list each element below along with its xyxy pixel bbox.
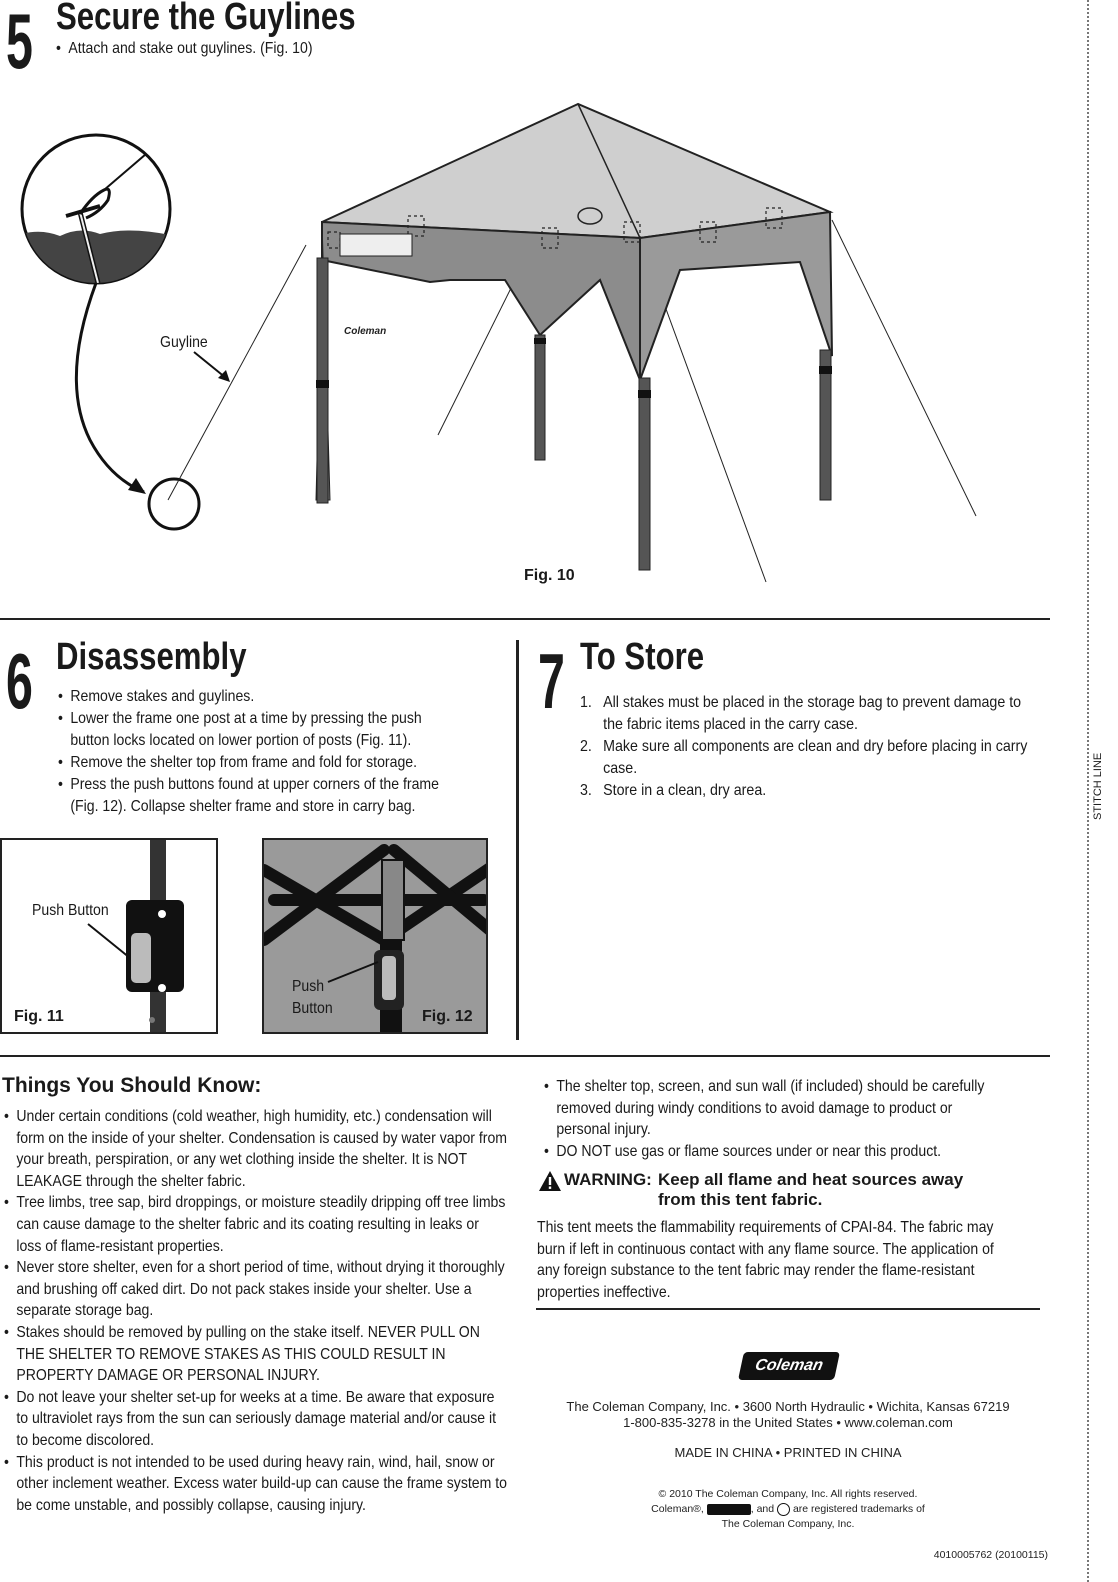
step-5-title: Secure the Guylines: [56, 0, 356, 38]
know-bullet: • Stakes should be removed by pulling on the stake itself. NEVER PULL ON THE SHELTER TO REMOVE STAKES AS THIS COULD RESULT IN PROPERTY DAMAGE OR PERSONAL INJURY.: [4, 1322, 507, 1387]
fig-12-push-label-line2: Button: [292, 1000, 333, 1017]
step-6-bullets: [58, 686, 463, 818]
coleman-logo: [738, 1352, 840, 1380]
step-6-number: 6: [6, 637, 33, 725]
guyline-callout-label: Guyline: [160, 334, 208, 351]
copyright: © 2010 The Coleman Company, Inc. All rights reserved.: [658, 1488, 918, 1500]
warning-label: WARNING:: [564, 1170, 652, 1189]
flame-paragraph: This tent meets the flammability requirements of CPAI-84. The fabric may burn if left in continuous contact with any flame source. The application of any foreign substance to the tent fabric may render the flame-resistant properties ineffective.: [537, 1219, 994, 1301]
step-7-item-number: 2.: [580, 738, 592, 755]
know-bullet: • Under certain conditions (cold weather, high humidity, etc.) condensation will form on the inside of your shelter. Condensation is caused by water vapor from your breath, perspiration, or any wet clothing inside the shelter. It is NOT LEAKAGE through the shelter fabric.: [4, 1106, 507, 1192]
part-number: 4010005762 (20100115): [933, 1549, 1048, 1561]
trademark-suffix: are registered trademarks of: [792, 1503, 925, 1515]
fig-11-box: [0, 838, 218, 1034]
step-7-item-number: 1.: [580, 694, 592, 711]
fig-12-box: [262, 838, 488, 1034]
fig-12-label: Fig. 12: [422, 1008, 473, 1025]
section-divider: [0, 618, 1050, 620]
step-7-item-text: Store in a clean, dry area.: [603, 782, 767, 799]
stitch-line-dotted: [1087, 0, 1089, 1582]
trademark-and: , and: [750, 1503, 775, 1515]
fig-11-post-illustration: [2, 840, 218, 1034]
step-5-bullet: • Attach and stake out guylines. (Fig. 10): [56, 38, 408, 60]
step-6-title: Disassembly: [56, 636, 247, 678]
guyline-callout-arrow: [190, 348, 240, 388]
step-7-list: [580, 692, 1043, 802]
warning-text-line2: from this tent fabric.: [658, 1190, 823, 1209]
things-to-know-title: Things You Should Know:: [2, 1074, 262, 1097]
step-6-bullet: • Remove the shelter top from frame and fold for storage.: [58, 752, 463, 774]
step-7-item: [580, 692, 1043, 736]
fig-11-label: Fig. 11: [14, 1008, 64, 1025]
step-5-number: 5: [6, 0, 33, 85]
step-6-bullet: • Press the push buttons found at upper corners of the frame (Fig. 12). Collapse shelter frame and store in carry bag.: [58, 774, 463, 818]
things-to-know-left-list: [4, 1106, 507, 1516]
know-bullet: • Do not leave your shelter set-up for weeks at a time. Be aware that exposure to ultraviolet rays from the sun can seriously damage material and/or cause it to become discolored.: [4, 1387, 507, 1452]
warning-triangle-icon: [538, 1170, 562, 1192]
things-to-know-right-list: [544, 1076, 1002, 1162]
fig-10-label: Fig. 10: [524, 567, 575, 584]
step-6-bullet: • Lower the frame one post at a time by pressing the push button locks located on lower portion of posts (Fig. 11).: [58, 708, 463, 752]
know-bullet: • Never store shelter, even for a short period of time, without drying it thoroughly and brushing off caked dirt. Do not pack stakes inside your shelter. Use a separate storage bag.: [4, 1257, 507, 1322]
footer-divider: [536, 1308, 1040, 1310]
step-7-number: 7: [538, 637, 565, 725]
fig-12-push-label-line1: Push: [292, 978, 325, 995]
fig-10-canopy-illustration: [0, 90, 1060, 600]
coleman-logo-text: Coleman: [753, 1357, 825, 1374]
lantern-logo-icon: [777, 1503, 790, 1516]
company-address: The Coleman Company, Inc. • 3600 North Hydraulic • Wichita, Kansas 67219: [566, 1399, 1010, 1414]
know-bullet: • This product is not intended to be used during heavy rain, wind, hail, snow or other inclement weather. Excess water build-up can cause the frame system to be come unstable, and possibly collapse, causing injury.: [4, 1452, 507, 1517]
step-6-bullet: • Remove stakes and guylines.: [58, 686, 463, 708]
step-7-item-text: All stakes must be placed in the storage bag to prevent damage to the fabric items placed in the carry case.: [603, 694, 1022, 733]
section-divider: [0, 1055, 1050, 1057]
step-7-item: [580, 736, 1043, 780]
canopy-logo: Coleman: [344, 326, 387, 337]
know-bullet: • DO NOT use gas or flame sources under or near this product.: [544, 1141, 1002, 1163]
fig-11-push-button-label: Push Button: [32, 902, 109, 919]
know-bullet: • Tree limbs, tree sap, bird droppings, or moisture steadily dripping off tree limbs can cause damage to the shelter fabric and its coating resulting in leaks or loss of flame-resistant properties.: [4, 1192, 507, 1257]
step-7-item-text: Make sure all components are clean and dry before placing in carry case.: [603, 738, 1028, 777]
trademark-prefix: Coleman®,: [651, 1503, 704, 1515]
trademark-line: [528, 1502, 1048, 1517]
step-7-item: [580, 780, 1043, 802]
know-bullet: • The shelter top, screen, and sun wall (if included) should be carefully removed during windy conditions to avoid damage to product or personal injury.: [544, 1076, 1002, 1141]
column-divider: [516, 640, 519, 1040]
step-5-bullets: [56, 38, 408, 60]
warning-text-line1: Keep all flame and heat sources away: [658, 1170, 964, 1189]
stitch-line-label: STITCH LINE: [1092, 752, 1104, 820]
made-in: MADE IN CHINA • PRINTED IN CHINA: [674, 1445, 902, 1460]
company-contact: 1-800-835-3278 in the United States • www.coleman.com: [623, 1415, 953, 1430]
trademark-owner: The Coleman Company, Inc.: [721, 1518, 855, 1530]
coleman-logo-small-icon: [707, 1504, 751, 1515]
step-7-item-number: 3.: [580, 782, 592, 799]
step-7-title: To Store: [580, 636, 705, 678]
